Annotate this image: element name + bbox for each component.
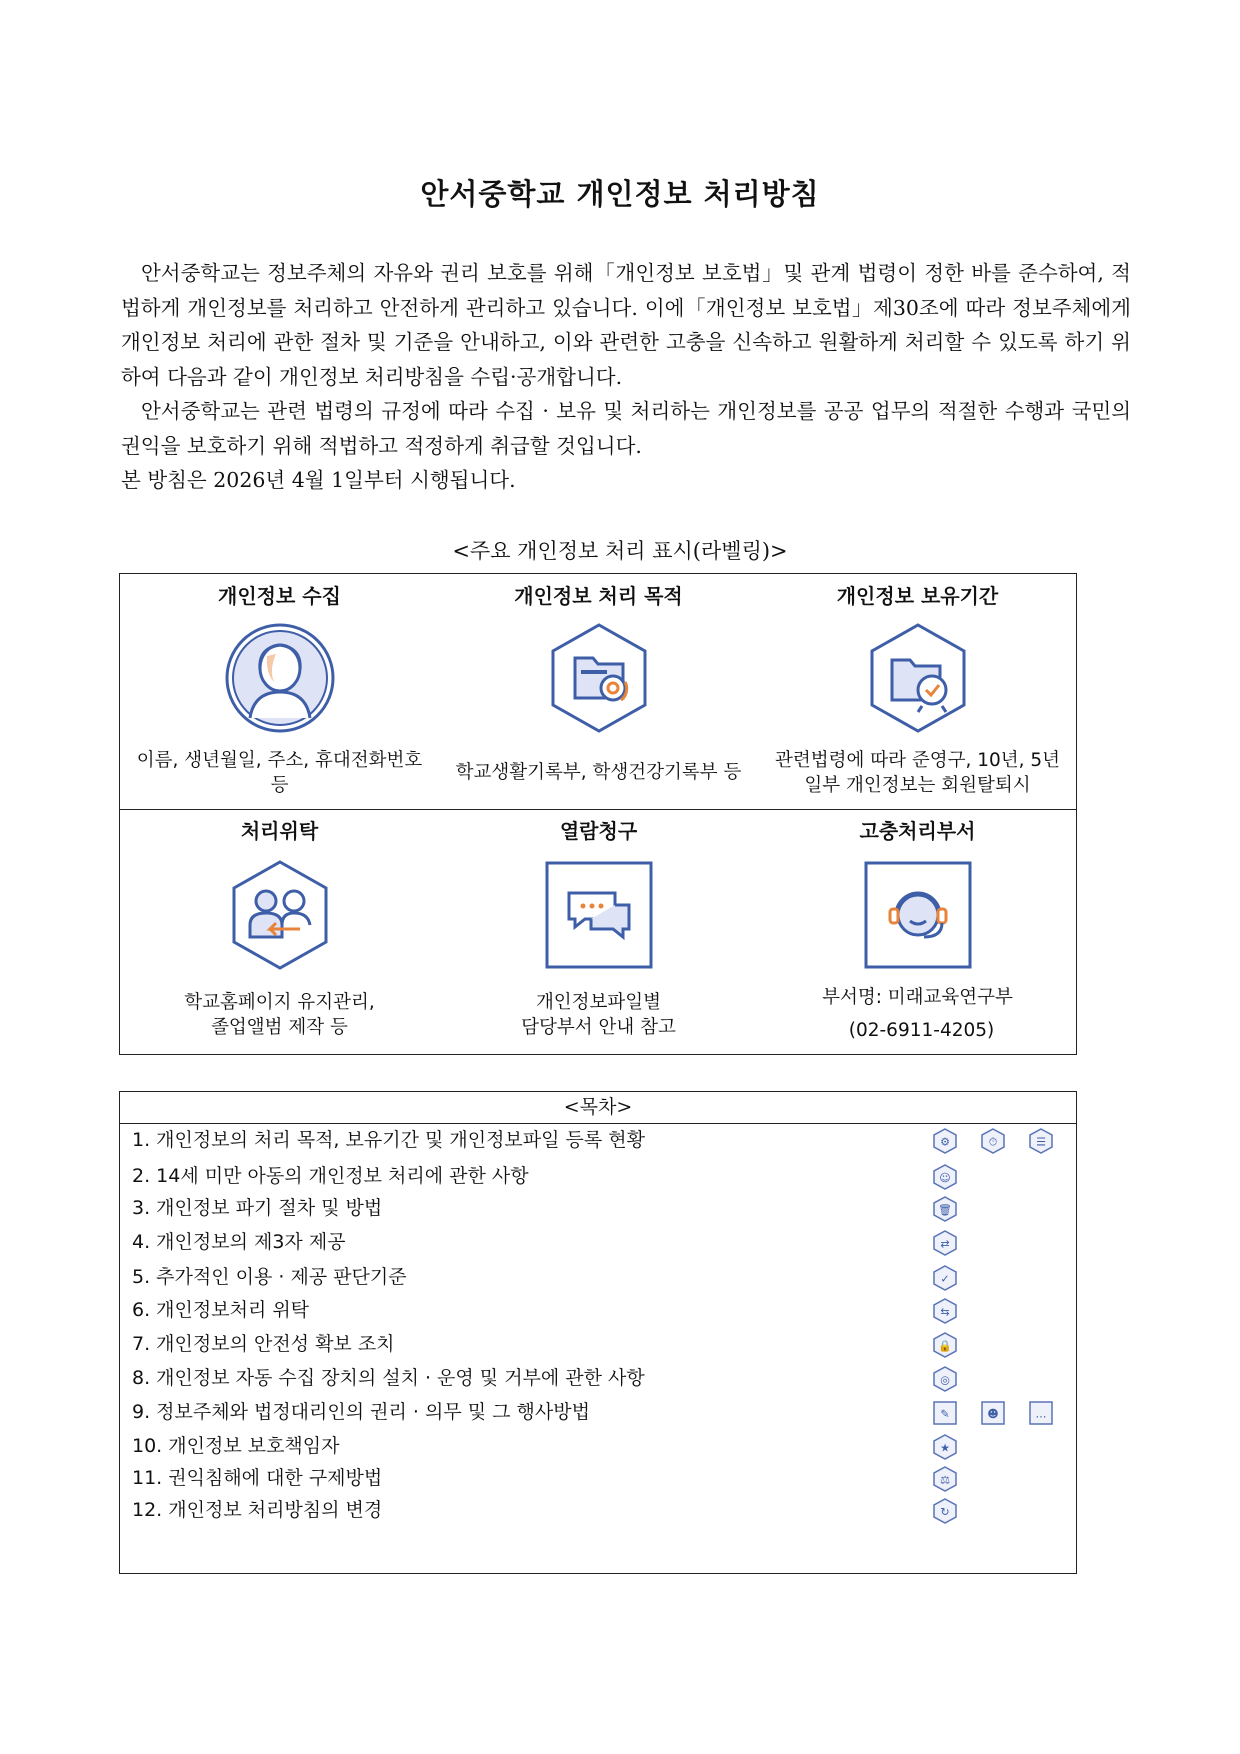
svg-text:🗑: 🗑 — [938, 1203, 952, 1217]
cookie-icon — [932, 1366, 958, 1392]
toc-item[interactable] — [132, 1224, 1062, 1260]
toc-header: <목차> — [120, 1092, 1076, 1124]
toc-item-text: 3. 개인정보 파기 절차 및 방법 — [132, 1197, 383, 1219]
labeling-caption: <주요 개인정보 처리 표시(라벨링)> — [452, 539, 788, 563]
svg-text:◎: ◎ — [940, 1373, 950, 1387]
label-grievance-dept — [758, 809, 1077, 1054]
svg-text:⇆: ⇆ — [940, 1305, 950, 1319]
toc-item-text: 4. 개인정보의 제3자 제공 — [132, 1231, 346, 1253]
toc-item-text: 8. 개인정보 자동 수집 장치의 설치 · 운영 및 거부에 관한 사항 — [132, 1367, 645, 1389]
svg-text:🔒: 🔒 — [938, 1339, 952, 1353]
headset-icon — [862, 859, 974, 971]
intro-paragraph-2: 안서중학교는 관련 법령의 규정에 따라 수집 · 보유 및 처리하는 개인정보를 공공 업무의 적절한 수행과 국민의 권익을 보호하기 위해 적법하고 적정하게 취급할 것입니다. — [121, 399, 1131, 458]
remedy-icon — [932, 1466, 958, 1492]
label-head: 열람청구 — [559, 819, 638, 843]
svg-text:☺: ☺ — [939, 1171, 951, 1185]
people-transfer-icon — [224, 859, 336, 971]
people-transfer-icon — [932, 1298, 958, 1324]
toc-item-icons — [932, 1296, 1052, 1326]
folder-gear-icon — [932, 1128, 958, 1154]
label-desc: 부서명: 미래교육연구부 (02-6911-4205) — [822, 987, 1013, 1041]
svg-text:✎: ✎ — [940, 1407, 950, 1421]
toc-item-icons — [932, 1464, 1052, 1494]
child-icon — [932, 1164, 958, 1190]
label-outsourcing — [120, 809, 439, 1054]
toc-item[interactable] — [132, 1428, 1062, 1464]
folder-gear-icon — [543, 622, 655, 734]
toc-item-icons — [932, 1496, 1052, 1526]
toc-item-icons — [932, 1398, 1052, 1428]
toc-item-text: 6. 개인정보처리 위탁 — [132, 1299, 310, 1321]
toc-item-text: 10. 개인정보 보호책임자 — [132, 1435, 340, 1457]
svg-text:☻: ☻ — [987, 1407, 999, 1421]
person-icon — [224, 622, 336, 734]
page-title: 안서중학교 개인정보 처리방침 — [420, 177, 820, 211]
label-access-request — [439, 809, 758, 1054]
label-desc: 학교홈페이지 유지관리, 졸업앨범 제작 등 — [184, 992, 375, 1038]
toc-item[interactable] — [132, 1492, 1062, 1528]
toc-item-text: 5. 추가적인 이용 · 제공 판단기준 — [132, 1266, 407, 1288]
toc-item[interactable] — [132, 1460, 1062, 1496]
intro-paragraph-3: 본 방침은 2026년 4월 1일부터 시행됩니다. — [121, 468, 516, 492]
label-head: 개인정보 보유기간 — [836, 584, 999, 608]
label-desc: 개인정보파일별 담당부서 안내 참고 — [521, 992, 676, 1038]
toc-item[interactable] — [132, 1190, 1062, 1226]
review-icon — [932, 1265, 958, 1291]
labeling-row-2 — [120, 809, 1076, 1054]
toc-item-icons — [932, 1263, 1052, 1293]
toc-item[interactable] — [132, 1122, 1062, 1158]
toc-item-text: 11. 권익침해에 대한 구제방법 — [132, 1467, 383, 1489]
svg-text:⚙: ⚙ — [940, 1135, 950, 1149]
svg-text:↻: ↻ — [940, 1505, 950, 1519]
toc-item-text: 7. 개인정보의 안전성 확보 조치 — [132, 1333, 395, 1355]
label-head: 개인정보 처리 목적 — [514, 584, 683, 608]
toc-item-icons — [932, 1194, 1052, 1224]
svg-text:✓: ✓ — [940, 1272, 950, 1286]
share-people-icon — [932, 1230, 958, 1256]
label-desc: 관련법령에 따라 준영구, 10년, 5년 일부 개인정보는 회원탈퇴시 — [774, 750, 1061, 796]
toc-item[interactable] — [132, 1158, 1062, 1194]
label-head: 고충처리부서 — [859, 819, 976, 843]
label-head: 처리위탁 — [240, 819, 319, 843]
toc-item-icons — [932, 1364, 1052, 1394]
svg-text:⚖: ⚖ — [940, 1473, 950, 1487]
toc-item-icons — [932, 1432, 1052, 1462]
toc-item[interactable] — [132, 1292, 1062, 1328]
intro-text — [121, 256, 1131, 498]
svg-text:…: … — [1035, 1407, 1047, 1421]
table-of-contents — [119, 1091, 1077, 1574]
label-collection — [120, 574, 439, 809]
label-retention — [758, 574, 1077, 809]
label-desc: 학교생활기록부, 학생건강기록부 등 — [455, 762, 742, 783]
toc-item[interactable] — [132, 1326, 1062, 1362]
label-purpose — [439, 574, 758, 809]
trash-icon — [932, 1196, 958, 1222]
labeling-row-1 — [120, 574, 1076, 810]
toc-item-icons — [932, 1162, 1052, 1192]
edit-doc-icon — [932, 1400, 958, 1426]
toc-item-text: 1. 개인정보의 처리 목적, 보유기간 및 개인정보파일 등록 현황 — [132, 1129, 645, 1151]
toc-item-text: 2. 14세 미만 아동의 개인정보 처리에 관한 사항 — [132, 1165, 529, 1187]
svg-text:⇄: ⇄ — [940, 1237, 950, 1251]
change-doc-icon — [932, 1498, 958, 1524]
toc-item[interactable] — [132, 1394, 1062, 1430]
toc-item[interactable] — [132, 1360, 1062, 1396]
folder-clock-icon — [862, 622, 974, 734]
chat-bubbles-icon — [543, 859, 655, 971]
toc-item-icons — [932, 1228, 1052, 1258]
toc-item[interactable] — [132, 1259, 1062, 1295]
person-icon — [980, 1400, 1006, 1426]
officer-icon — [932, 1434, 958, 1460]
toc-item-text: 12. 개인정보 처리방침의 변경 — [132, 1499, 383, 1521]
svg-text:★: ★ — [940, 1441, 950, 1455]
folder-list-icon — [1028, 1128, 1054, 1154]
label-desc: 이름, 생년월일, 주소, 휴대전화번호 등 — [136, 750, 423, 796]
toc-item-icons — [932, 1126, 1052, 1156]
label-head: 개인정보 수집 — [218, 584, 341, 608]
toc-item-icons — [932, 1330, 1052, 1360]
svg-text:⏱: ⏱ — [988, 1135, 998, 1149]
intro-paragraph-1: 안서중학교는 정보주체의 자유와 권리 보호를 위해「개인정보 보호법」및 관계 법령이 정한 바를 준수하여, 적법하게 개인정보를 처리하고 안전하게 관리하고 있습니다. 이에「개인정보 보호법」제30조에 따라 정보주체에게 개인정보 처리에 관한 절차 및 기준을 안내하고, 이와 관련한 고충을 신속하고 원활하게 처리할 수 있도록 하기 위하여 다음과 같이 개인정보 처리방침을 수립·공개합니다. — [121, 261, 1131, 389]
labeling-grid — [119, 573, 1077, 1055]
svg-text:☰: ☰ — [1036, 1135, 1046, 1149]
folder-clock-icon — [980, 1128, 1006, 1154]
chat-bubbles-icon — [1028, 1400, 1054, 1426]
shield-lock-icon — [932, 1332, 958, 1358]
toc-item-text: 9. 정보주체와 법정대리인의 권리 · 의무 및 그 행사방법 — [132, 1401, 590, 1423]
